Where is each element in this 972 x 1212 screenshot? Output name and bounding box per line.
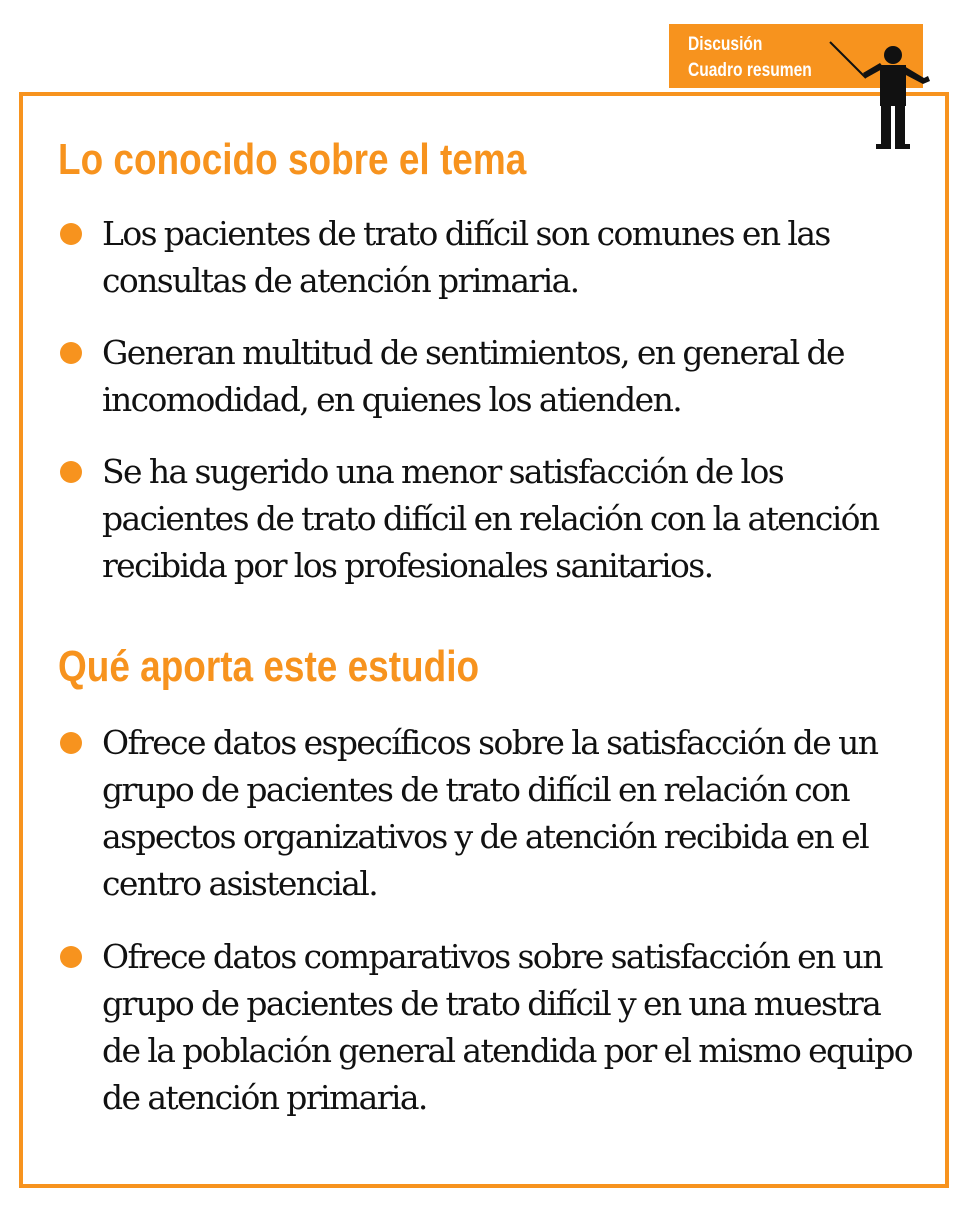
list-item: Generan multitud de sentimientos, en general de incomodidad, en quienes los atienden.: [102, 333, 844, 419]
bullet-icon: [60, 946, 82, 968]
tag-title: Discusión: [688, 34, 763, 55]
bullet-icon: [60, 732, 82, 754]
section-title-known: Lo conocido sobre el tema: [58, 135, 527, 184]
list-item: Se ha sugerido una menor satisfacción de los pacientes de trato difícil en relación con la atención recibida por los profesionales sanitarios.: [102, 452, 879, 585]
list-item: Ofrece datos comparativos sobre satisfacción en un grupo de pacientes de trato difícil y en una muestra de la población general atendida por el mismo equipo de atención primaria.: [102, 937, 912, 1117]
bullet-icon: [60, 223, 82, 245]
bullet-icon: [60, 342, 82, 364]
tag-subtitle: Cuadro resumen: [688, 60, 812, 81]
list-item: Ofrece datos específicos sobre la satisfacción de un grupo de pacientes de trato difícil en relación con aspectos organizativos y de atención recibida en el centro asistencial.: [102, 723, 878, 903]
presenter-icon: [820, 38, 940, 150]
list-item: Los pacientes de trato difícil son comunes en las consultas de atención primaria.: [102, 214, 830, 300]
bullet-icon: [60, 461, 82, 483]
section-title-contribution: Qué aporta este estudio: [58, 642, 480, 691]
